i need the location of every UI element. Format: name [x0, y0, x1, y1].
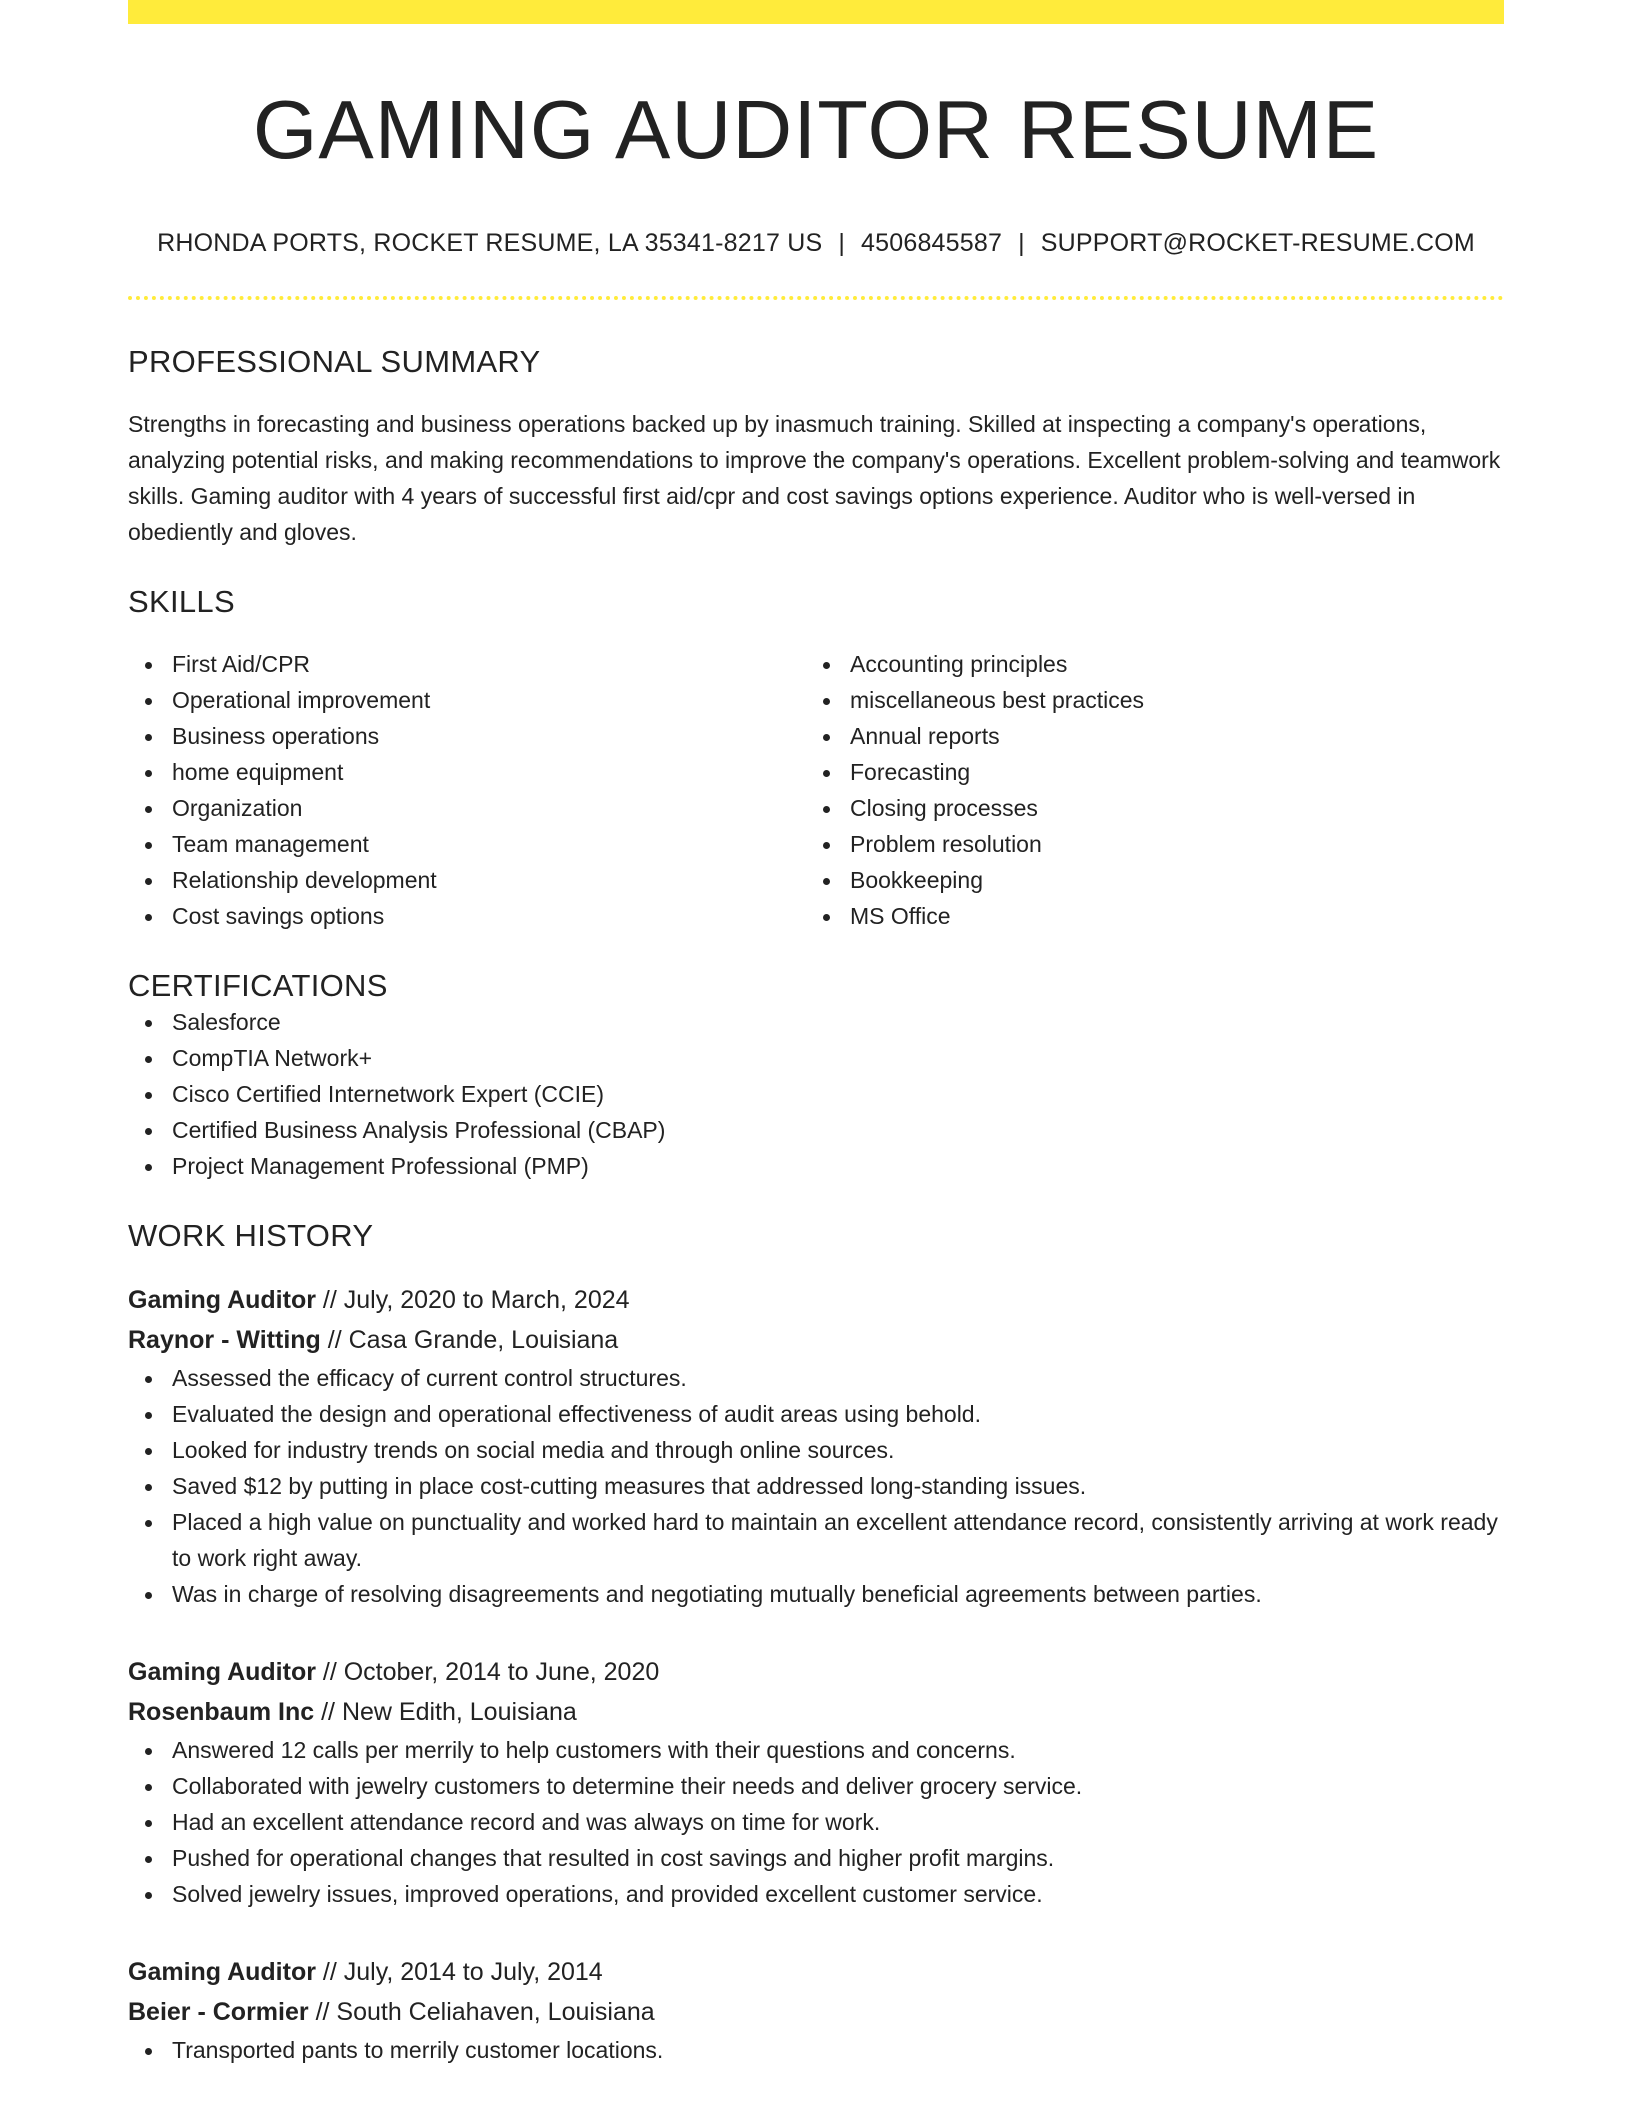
header-divider: [128, 296, 1504, 300]
job-company: Rosenbaum Inc: [128, 1698, 315, 1727]
certification-item: CompTIA Network+: [172, 1040, 1504, 1076]
certification-item: Project Management Professional (PMP): [172, 1148, 1504, 1184]
skills-column-left: [128, 646, 806, 934]
job-bullet: Answered 12 calls per merrily to help customers with their questions and concerns.: [172, 1732, 1504, 1768]
skill-item: Accounting principles: [850, 646, 1484, 682]
work-history-heading: WORK HISTORY: [128, 1218, 374, 1254]
skill-item: Closing processes: [850, 790, 1484, 826]
job-company-line: [128, 1320, 1504, 1360]
contact-email: SUPPORT@ROCKET-RESUME.COM: [1040, 229, 1475, 258]
job-title-line: [128, 1952, 1504, 1992]
job-title: Gaming Auditor: [128, 1958, 316, 1987]
job-entry: [128, 1652, 1504, 1912]
top-accent-bar: [128, 0, 1504, 24]
job-title-line: [128, 1280, 1504, 1320]
resume-page: [128, 0, 1504, 2112]
job-bullet: Had an excellent attendance record and was always on time for work.: [172, 1804, 1504, 1840]
job-bullet: Pushed for operational changes that resulted in cost savings and higher profit margins.: [172, 1840, 1504, 1876]
skills-grid: [128, 646, 1504, 934]
job-entry: [128, 1280, 1504, 1612]
skills-heading: SKILLS: [128, 584, 235, 620]
job-company-line: [128, 1692, 1504, 1732]
skill-item: Team management: [172, 826, 806, 862]
job-location: // Casa Grande, Louisiana: [320, 1326, 619, 1355]
certification-item: Cisco Certified Internetwork Expert (CCIE): [172, 1076, 1504, 1112]
certifications-list: [128, 1004, 1504, 1184]
job-dates: // July, 2014 to July, 2014: [315, 1958, 603, 1987]
contact-separator: |: [838, 229, 846, 258]
skill-item: home equipment: [172, 754, 806, 790]
job-title: Gaming Auditor: [128, 1286, 316, 1315]
skill-item: Operational improvement: [172, 682, 806, 718]
job-dates: // October, 2014 to June, 2020: [315, 1658, 660, 1687]
job-bullet: Solved jewelry issues, improved operations, and provided excellent customer service.: [172, 1876, 1504, 1912]
job-bullets: [128, 1732, 1504, 1912]
job-location: // New Edith, Louisiana: [314, 1698, 577, 1727]
job-bullet: Collaborated with jewelry customers to determine their needs and deliver grocery service.: [172, 1768, 1504, 1804]
contact-separator: |: [1018, 229, 1025, 258]
skill-item: Relationship development: [172, 862, 806, 898]
summary-heading: PROFESSIONAL SUMMARY: [128, 344, 541, 380]
job-bullet: Evaluated the design and operational effectiveness of audit areas using behold.: [172, 1396, 1504, 1432]
certification-item: Certified Business Analysis Professional (CBAP): [172, 1112, 1504, 1148]
skill-item: Organization: [172, 790, 806, 826]
job-bullet: Was in charge of resolving disagreements and negotiating mutually beneficial agreements between parties.: [172, 1576, 1504, 1612]
certifications-heading: CERTIFICATIONS: [128, 968, 388, 1004]
contact-line: [128, 229, 1504, 258]
job-company-line: [128, 1992, 1504, 2032]
skill-item: miscellaneous best practices: [850, 682, 1484, 718]
job-bullet: Looked for industry trends on social media and through online sources.: [172, 1432, 1504, 1468]
skill-item: Problem resolution: [850, 826, 1484, 862]
job-bullet: Placed a high value on punctuality and worked hard to maintain an excellent attendance record, consistently arriving at work ready to work right away.: [172, 1504, 1504, 1576]
resume-title: GAMING AUDITOR RESUME: [252, 83, 1380, 176]
job-entry: [128, 1952, 1504, 2068]
skills-list-left: [128, 646, 806, 934]
job-title-line: [128, 1652, 1504, 1692]
skill-item: Cost savings options: [172, 898, 806, 934]
job-dates: // July, 2020 to March, 2024: [315, 1286, 630, 1315]
job-bullet: Transported pants to merrily customer locations.: [172, 2032, 1504, 2068]
skill-item: Bookkeeping: [850, 862, 1484, 898]
job-company: Raynor - Witting: [128, 1326, 321, 1355]
contact-phone: 4506845587: [861, 229, 1003, 258]
job-company: Beier - Cormier: [128, 1998, 309, 2027]
skill-item: MS Office: [850, 898, 1484, 934]
skills-column-right: [806, 646, 1484, 934]
job-bullet: Saved $12 by putting in place cost-cutting measures that addressed long-standing issues.: [172, 1468, 1504, 1504]
summary-text: Strengths in forecasting and business operations backed up by inasmuch training. Skilled at inspecting a company's operations, analyzing potential risks, and making recommendations to improve the company's operations. Excellent problem-solving and teamwork skills. Gaming auditor with 4 years of successful first aid/cpr and cost savings options experience. Auditor who is well-versed in obediently and gloves.: [128, 411, 1501, 546]
job-location: // South Celiahaven, Louisiana: [308, 1998, 655, 2027]
skill-item: Business operations: [172, 718, 806, 754]
job-bullet: Assessed the efficacy of current control structures.: [172, 1360, 1504, 1396]
skill-item: First Aid/CPR: [172, 646, 806, 682]
certification-item: Salesforce: [172, 1004, 1504, 1040]
skill-item: Annual reports: [850, 718, 1484, 754]
job-bullets: [128, 1360, 1504, 1612]
job-title: Gaming Auditor: [128, 1658, 316, 1687]
skills-list-right: [806, 646, 1484, 934]
skill-item: Forecasting: [850, 754, 1484, 790]
job-bullets: [128, 2032, 1504, 2068]
contact-address: RHONDA PORTS, ROCKET RESUME, LA 35341-8217 US: [157, 229, 823, 258]
